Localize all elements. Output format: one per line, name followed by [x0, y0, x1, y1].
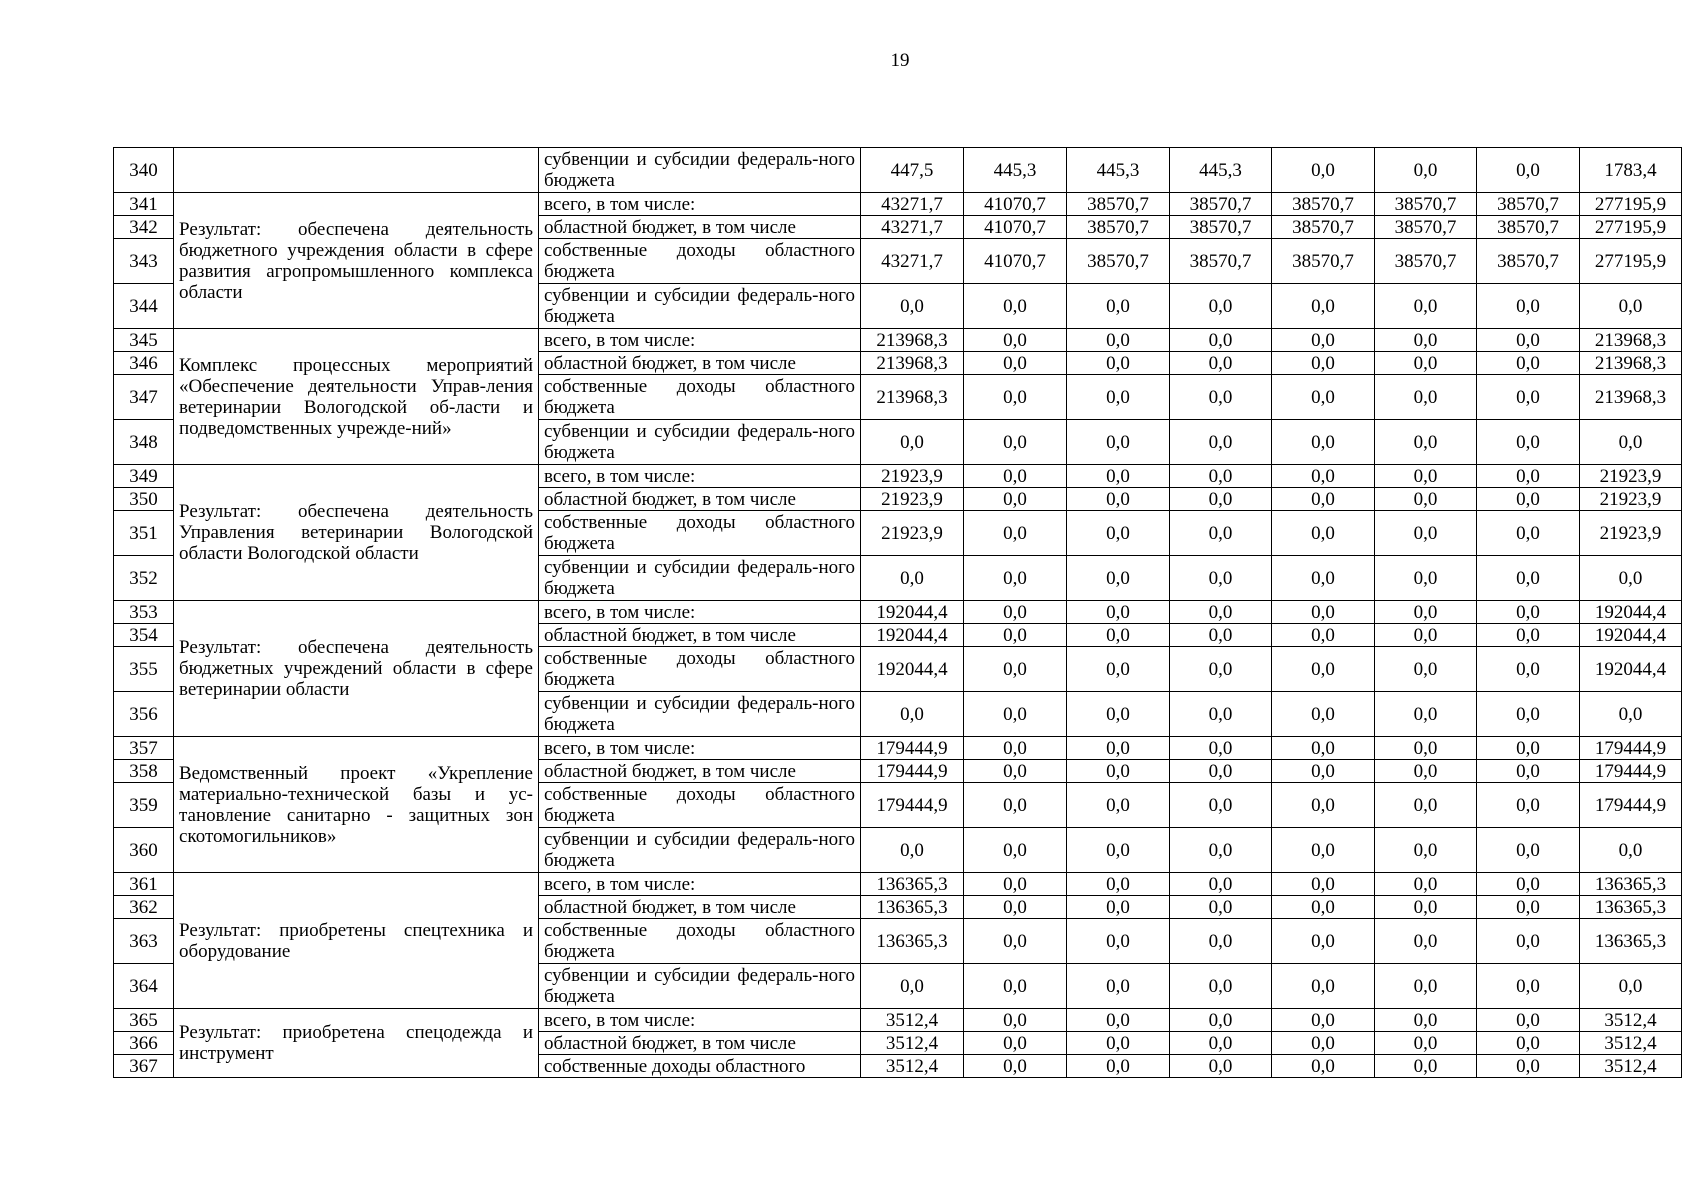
total-value: 136365,3	[1580, 873, 1682, 896]
year-value: 38570,7	[1170, 216, 1272, 239]
year-value: 0,0	[1067, 624, 1170, 647]
year-value: 0,0	[1477, 148, 1580, 193]
year-value: 0,0	[1375, 873, 1477, 896]
year-value: 0,0	[964, 964, 1067, 1009]
year-value: 0,0	[1477, 329, 1580, 352]
year-value: 0,0	[1375, 556, 1477, 601]
funding-source: областной бюджет, в том числе	[539, 624, 861, 647]
year-value: 0,0	[861, 284, 964, 329]
year-value: 41070,7	[964, 239, 1067, 284]
year-value: 445,3	[1170, 148, 1272, 193]
year-value: 0,0	[1272, 647, 1375, 692]
year-value: 38570,7	[1375, 193, 1477, 216]
year-value: 0,0	[1170, 352, 1272, 375]
year-value: 0,0	[1067, 828, 1170, 873]
year-value: 0,0	[1067, 1009, 1170, 1032]
item-description: Результат: обеспечена деятельность бюджетного учреждения области в сфере развития агропромышленного комплекса области	[174, 193, 539, 329]
year-value: 38570,7	[1477, 193, 1580, 216]
row-number: 360	[114, 828, 174, 873]
year-value: 0,0	[964, 329, 1067, 352]
item-description: Результат: приобретена спецодежда и инструмент	[174, 1009, 539, 1078]
year-value: 0,0	[1170, 329, 1272, 352]
year-value: 0,0	[1477, 783, 1580, 828]
funding-source: всего, в том числе:	[539, 1009, 861, 1032]
year-value: 0,0	[1170, 737, 1272, 760]
funding-source: собственные доходы областного бюджета	[539, 783, 861, 828]
year-value: 0,0	[964, 556, 1067, 601]
table-row	[114, 193, 1682, 216]
year-value: 0,0	[964, 601, 1067, 624]
year-value: 0,0	[964, 647, 1067, 692]
year-value: 41070,7	[964, 216, 1067, 239]
year-value: 0,0	[1067, 896, 1170, 919]
year-value: 0,0	[1375, 828, 1477, 873]
year-value: 0,0	[1170, 624, 1272, 647]
total-value: 0,0	[1580, 692, 1682, 737]
year-value: 0,0	[1272, 375, 1375, 420]
funding-source: субвенции и субсидии федераль-ного бюджета	[539, 556, 861, 601]
year-value: 0,0	[1477, 465, 1580, 488]
row-number: 367	[114, 1055, 174, 1078]
row-number: 345	[114, 329, 174, 352]
funding-source: субвенции и субсидии федераль-ного бюджета	[539, 420, 861, 465]
year-value: 0,0	[1477, 1009, 1580, 1032]
row-number: 343	[114, 239, 174, 284]
funding-source: собственные доходы областного бюджета	[539, 647, 861, 692]
year-value: 0,0	[1272, 420, 1375, 465]
year-value: 0,0	[1170, 1055, 1272, 1078]
year-value: 0,0	[1477, 511, 1580, 556]
year-value: 0,0	[1170, 1009, 1272, 1032]
year-value: 0,0	[1067, 919, 1170, 964]
year-value: 0,0	[1170, 647, 1272, 692]
funding-source: всего, в том числе:	[539, 601, 861, 624]
year-value: 38570,7	[1477, 239, 1580, 284]
year-value: 0,0	[1067, 352, 1170, 375]
year-value: 0,0	[1067, 737, 1170, 760]
year-value: 0,0	[1375, 1055, 1477, 1078]
year-value: 0,0	[1375, 375, 1477, 420]
year-value: 0,0	[1067, 375, 1170, 420]
funding-source: всего, в том числе:	[539, 873, 861, 896]
total-value: 0,0	[1580, 964, 1682, 1009]
year-value: 43271,7	[861, 193, 964, 216]
year-value: 0,0	[1170, 873, 1272, 896]
year-value: 0,0	[1375, 1032, 1477, 1055]
row-number: 365	[114, 1009, 174, 1032]
year-value: 0,0	[1477, 420, 1580, 465]
funding-source: областной бюджет, в том числе	[539, 488, 861, 511]
year-value: 0,0	[964, 1055, 1067, 1078]
row-number: 342	[114, 216, 174, 239]
year-value: 0,0	[1170, 896, 1272, 919]
year-value: 0,0	[1477, 1032, 1580, 1055]
year-value: 0,0	[1375, 737, 1477, 760]
funding-source: собственные доходы областного бюджета	[539, 919, 861, 964]
item-description: Результат: приобретены спецтехника и оборудование	[174, 873, 539, 1009]
year-value: 0,0	[1477, 828, 1580, 873]
row-number: 354	[114, 624, 174, 647]
funding-source: всего, в том числе:	[539, 193, 861, 216]
year-value: 21923,9	[861, 465, 964, 488]
year-value: 0,0	[1067, 647, 1170, 692]
year-value: 38570,7	[1067, 193, 1170, 216]
year-value: 0,0	[1067, 873, 1170, 896]
item-description: Комплекс процессных мероприятий «Обеспечение деятельности Управ-ления ветеринарии Вологодской об-ласти и подведомственных учрежде-ний»	[174, 329, 539, 465]
year-value: 0,0	[964, 465, 1067, 488]
year-value: 0,0	[1477, 692, 1580, 737]
year-value: 0,0	[1272, 760, 1375, 783]
budget-table	[113, 147, 1682, 1078]
year-value: 0,0	[1375, 919, 1477, 964]
year-value: 0,0	[1067, 1032, 1170, 1055]
year-value: 0,0	[1375, 647, 1477, 692]
row-number: 359	[114, 783, 174, 828]
year-value: 0,0	[1067, 420, 1170, 465]
funding-source: областной бюджет, в том числе	[539, 760, 861, 783]
total-value: 192044,4	[1580, 624, 1682, 647]
year-value: 0,0	[1477, 737, 1580, 760]
table-row	[114, 737, 1682, 760]
year-value: 213968,3	[861, 352, 964, 375]
row-number: 348	[114, 420, 174, 465]
total-value: 213968,3	[1580, 375, 1682, 420]
year-value: 0,0	[964, 352, 1067, 375]
year-value: 0,0	[964, 828, 1067, 873]
year-value: 38570,7	[1170, 193, 1272, 216]
year-value: 0,0	[1272, 919, 1375, 964]
year-value: 0,0	[964, 1009, 1067, 1032]
year-value: 0,0	[964, 692, 1067, 737]
year-value: 0,0	[1272, 873, 1375, 896]
year-value: 38570,7	[1375, 239, 1477, 284]
year-value: 0,0	[1375, 783, 1477, 828]
table-row	[114, 148, 1682, 193]
year-value: 0,0	[1067, 284, 1170, 329]
total-value: 213968,3	[1580, 352, 1682, 375]
row-number: 351	[114, 511, 174, 556]
row-number: 356	[114, 692, 174, 737]
year-value: 0,0	[1170, 420, 1272, 465]
year-value: 192044,4	[861, 601, 964, 624]
year-value: 0,0	[1170, 284, 1272, 329]
year-value: 0,0	[1170, 783, 1272, 828]
total-value: 3512,4	[1580, 1009, 1682, 1032]
table-row	[114, 1009, 1682, 1032]
year-value: 136365,3	[861, 919, 964, 964]
year-value: 0,0	[1375, 420, 1477, 465]
year-value: 0,0	[1477, 375, 1580, 420]
funding-source: всего, в том числе:	[539, 737, 861, 760]
year-value: 0,0	[1477, 873, 1580, 896]
total-value: 21923,9	[1580, 511, 1682, 556]
year-value: 0,0	[1477, 352, 1580, 375]
year-value: 43271,7	[861, 216, 964, 239]
row-number: 352	[114, 556, 174, 601]
year-value: 0,0	[1375, 148, 1477, 193]
year-value: 0,0	[1067, 1055, 1170, 1078]
year-value: 0,0	[1272, 1032, 1375, 1055]
year-value: 0,0	[1272, 896, 1375, 919]
row-number: 366	[114, 1032, 174, 1055]
year-value: 3512,4	[861, 1032, 964, 1055]
year-value: 192044,4	[861, 647, 964, 692]
year-value: 0,0	[964, 511, 1067, 556]
total-value: 3512,4	[1580, 1032, 1682, 1055]
year-value: 0,0	[1272, 601, 1375, 624]
total-value: 277195,9	[1580, 216, 1682, 239]
year-value: 0,0	[861, 828, 964, 873]
year-value: 0,0	[1477, 284, 1580, 329]
funding-source: собственные доходы областного бюджета	[539, 239, 861, 284]
year-value: 0,0	[964, 873, 1067, 896]
year-value: 0,0	[1272, 1055, 1375, 1078]
year-value: 0,0	[964, 488, 1067, 511]
row-number: 364	[114, 964, 174, 1009]
year-value: 0,0	[1170, 828, 1272, 873]
row-number: 361	[114, 873, 174, 896]
year-value: 213968,3	[861, 329, 964, 352]
year-value: 0,0	[1170, 964, 1272, 1009]
row-number: 357	[114, 737, 174, 760]
item-description: Результат: обеспечена деятельность Управления ветеринарии Вологодской области Вологодской области	[174, 465, 539, 601]
year-value: 0,0	[1170, 692, 1272, 737]
year-value: 0,0	[1477, 624, 1580, 647]
total-value: 277195,9	[1580, 193, 1682, 216]
year-value: 0,0	[1477, 647, 1580, 692]
year-value: 0,0	[1170, 375, 1272, 420]
year-value: 0,0	[1170, 465, 1272, 488]
year-value: 136365,3	[861, 873, 964, 896]
row-number: 344	[114, 284, 174, 329]
year-value: 21923,9	[861, 511, 964, 556]
total-value: 0,0	[1580, 420, 1682, 465]
year-value: 179444,9	[861, 783, 964, 828]
total-value: 136365,3	[1580, 896, 1682, 919]
row-number: 362	[114, 896, 174, 919]
year-value: 0,0	[1375, 1009, 1477, 1032]
row-number: 350	[114, 488, 174, 511]
page-number: 19	[890, 50, 910, 71]
year-value: 0,0	[1067, 488, 1170, 511]
table-row	[114, 873, 1682, 896]
year-value: 445,3	[964, 148, 1067, 193]
total-value: 136365,3	[1580, 919, 1682, 964]
row-number: 340	[114, 148, 174, 193]
year-value: 0,0	[1272, 556, 1375, 601]
year-value: 0,0	[964, 375, 1067, 420]
year-value: 179444,9	[861, 760, 964, 783]
year-value: 0,0	[964, 284, 1067, 329]
total-value: 3512,4	[1580, 1055, 1682, 1078]
total-value: 21923,9	[1580, 465, 1682, 488]
year-value: 0,0	[964, 624, 1067, 647]
year-value: 0,0	[964, 783, 1067, 828]
total-value: 0,0	[1580, 828, 1682, 873]
year-value: 0,0	[1170, 511, 1272, 556]
year-value: 0,0	[1477, 896, 1580, 919]
funding-source: собственные доходы областного	[539, 1055, 861, 1078]
table-row	[114, 601, 1682, 624]
year-value: 0,0	[1375, 329, 1477, 352]
year-value: 0,0	[964, 919, 1067, 964]
year-value: 0,0	[1477, 760, 1580, 783]
year-value: 38570,7	[1067, 239, 1170, 284]
year-value: 0,0	[1477, 601, 1580, 624]
year-value: 0,0	[1477, 1055, 1580, 1078]
item-description: Ведомственный проект «Укрепление материально-технической базы и ус-тановление санитарно - защитных зон скотомогильников»	[174, 737, 539, 873]
year-value: 0,0	[1272, 511, 1375, 556]
year-value: 41070,7	[964, 193, 1067, 216]
year-value: 0,0	[964, 420, 1067, 465]
year-value: 38570,7	[1272, 216, 1375, 239]
row-number: 363	[114, 919, 174, 964]
year-value: 43271,7	[861, 239, 964, 284]
total-value: 179444,9	[1580, 737, 1682, 760]
year-value: 0,0	[1272, 329, 1375, 352]
year-value: 0,0	[1067, 556, 1170, 601]
total-value: 213968,3	[1580, 329, 1682, 352]
year-value: 0,0	[1375, 284, 1477, 329]
year-value: 38570,7	[1272, 239, 1375, 284]
funding-source: собственные доходы областного бюджета	[539, 375, 861, 420]
year-value: 0,0	[964, 737, 1067, 760]
year-value: 0,0	[1375, 760, 1477, 783]
year-value: 0,0	[1375, 964, 1477, 1009]
row-number: 346	[114, 352, 174, 375]
year-value: 0,0	[1375, 488, 1477, 511]
year-value: 0,0	[861, 420, 964, 465]
year-value: 38570,7	[1375, 216, 1477, 239]
year-value: 0,0	[1067, 329, 1170, 352]
year-value: 0,0	[1272, 148, 1375, 193]
year-value: 0,0	[1375, 692, 1477, 737]
year-value: 0,0	[1375, 896, 1477, 919]
total-value: 0,0	[1580, 284, 1682, 329]
year-value: 136365,3	[861, 896, 964, 919]
year-value: 447,5	[861, 148, 964, 193]
funding-source: субвенции и субсидии федераль-ного бюджета	[539, 284, 861, 329]
year-value: 0,0	[1170, 488, 1272, 511]
year-value: 213968,3	[861, 375, 964, 420]
year-value: 0,0	[1170, 760, 1272, 783]
total-value: 192044,4	[1580, 601, 1682, 624]
year-value: 3512,4	[861, 1009, 964, 1032]
table-row	[114, 329, 1682, 352]
year-value: 0,0	[1170, 556, 1272, 601]
year-value: 0,0	[964, 896, 1067, 919]
year-value: 38570,7	[1067, 216, 1170, 239]
year-value: 0,0	[1170, 1032, 1272, 1055]
year-value: 0,0	[1272, 284, 1375, 329]
table-body	[114, 148, 1682, 1078]
funding-source: всего, в том числе:	[539, 329, 861, 352]
year-value: 0,0	[1067, 783, 1170, 828]
year-value: 0,0	[1067, 760, 1170, 783]
year-value: 0,0	[1067, 692, 1170, 737]
row-number: 358	[114, 760, 174, 783]
row-number: 349	[114, 465, 174, 488]
year-value: 0,0	[1375, 624, 1477, 647]
year-value: 0,0	[1477, 556, 1580, 601]
year-value: 21923,9	[861, 488, 964, 511]
funding-source: всего, в том числе:	[539, 465, 861, 488]
funding-source: субвенции и субсидии федераль-ного бюджета	[539, 828, 861, 873]
funding-source: субвенции и субсидии федераль-ного бюджета	[539, 692, 861, 737]
year-value: 0,0	[1375, 511, 1477, 556]
row-number: 353	[114, 601, 174, 624]
year-value: 0,0	[1477, 488, 1580, 511]
year-value: 0,0	[1170, 919, 1272, 964]
year-value: 0,0	[1272, 352, 1375, 375]
year-value: 0,0	[1375, 465, 1477, 488]
funding-source: субвенции и субсидии федераль-ного бюджета	[539, 148, 861, 193]
year-value: 0,0	[1067, 601, 1170, 624]
year-value: 0,0	[1272, 1009, 1375, 1032]
item-description: Результат: обеспечена деятельность бюджетных учреждений области в сфере ветеринарии области	[174, 601, 539, 737]
year-value: 0,0	[964, 1032, 1067, 1055]
funding-source: субвенции и субсидии федераль-ного бюджета	[539, 964, 861, 1009]
total-value: 179444,9	[1580, 783, 1682, 828]
funding-source: областной бюджет, в том числе	[539, 216, 861, 239]
funding-source: областной бюджет, в том числе	[539, 352, 861, 375]
year-value: 0,0	[1272, 624, 1375, 647]
year-value: 3512,4	[861, 1055, 964, 1078]
row-number: 341	[114, 193, 174, 216]
year-value: 0,0	[1477, 964, 1580, 1009]
year-value: 0,0	[861, 964, 964, 1009]
year-value: 0,0	[1375, 352, 1477, 375]
year-value: 0,0	[1067, 465, 1170, 488]
year-value: 0,0	[1272, 488, 1375, 511]
year-value: 0,0	[1272, 828, 1375, 873]
year-value: 0,0	[1272, 964, 1375, 1009]
year-value: 38570,7	[1477, 216, 1580, 239]
year-value: 0,0	[964, 760, 1067, 783]
year-value: 0,0	[1272, 737, 1375, 760]
year-value: 0,0	[1272, 465, 1375, 488]
year-value: 0,0	[861, 556, 964, 601]
row-number: 347	[114, 375, 174, 420]
year-value: 0,0	[861, 692, 964, 737]
year-value: 179444,9	[861, 737, 964, 760]
item-description	[174, 148, 539, 193]
year-value: 38570,7	[1170, 239, 1272, 284]
total-value: 0,0	[1580, 556, 1682, 601]
year-value: 192044,4	[861, 624, 964, 647]
year-value: 0,0	[1272, 783, 1375, 828]
total-value: 21923,9	[1580, 488, 1682, 511]
total-value: 277195,9	[1580, 239, 1682, 284]
total-value: 192044,4	[1580, 647, 1682, 692]
year-value: 0,0	[1272, 692, 1375, 737]
year-value: 0,0	[1067, 964, 1170, 1009]
row-number: 355	[114, 647, 174, 692]
table-row	[114, 465, 1682, 488]
year-value: 0,0	[1067, 511, 1170, 556]
year-value: 38570,7	[1272, 193, 1375, 216]
total-value: 179444,9	[1580, 760, 1682, 783]
funding-source: областной бюджет, в том числе	[539, 1032, 861, 1055]
year-value: 0,0	[1375, 601, 1477, 624]
funding-source: областной бюджет, в том числе	[539, 896, 861, 919]
funding-source: собственные доходы областного бюджета	[539, 511, 861, 556]
year-value: 0,0	[1170, 601, 1272, 624]
total-value: 1783,4	[1580, 148, 1682, 193]
year-value: 0,0	[1477, 919, 1580, 964]
year-value: 445,3	[1067, 148, 1170, 193]
